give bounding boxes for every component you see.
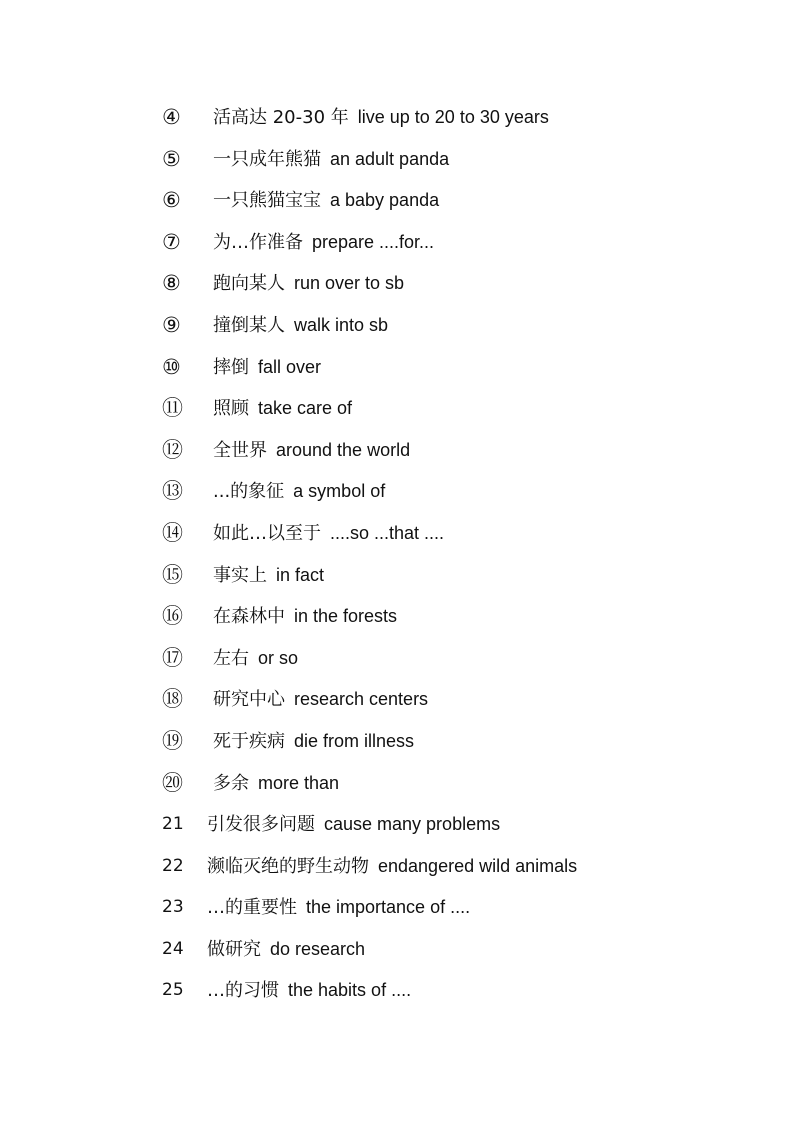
phrase-english: ....so ...that .... [330,522,445,543]
phrase-number: ⑲ [162,728,183,753]
phrase-list [0,97,794,1012]
phrase-text [213,388,352,430]
phrase-number: ⑳ [162,770,183,795]
phrase-text [207,804,500,846]
phrase-text [213,721,414,763]
phrase-english: the importance of .... [306,897,471,918]
phrase-chinese: 在森林中 [213,606,285,628]
phrase-english: a baby panda [330,190,440,211]
phrase-chinese: 一只成年熊猫 [213,148,321,170]
phrase-item [0,263,794,305]
phrase-number: 23 [162,897,184,918]
phrase-number: 24 [162,938,184,959]
phrase-item [0,139,794,181]
phrase-english: die from illness [294,730,415,751]
phrase-text [213,513,444,555]
phrase-item [0,222,794,264]
phrase-chinese: 多余 [213,772,249,794]
phrase-chinese: …的重要性 [207,897,297,919]
phrase-number: ⑦ [162,229,181,254]
phrase-chinese: 死于疾病 [213,730,285,752]
phrase-english: run over to sb [294,273,405,294]
phrase-chinese: 为…作准备 [213,231,303,253]
phrase-item [0,929,794,971]
phrase-english: fall over [258,356,322,377]
phrase-chinese: 如此…以至于 [213,522,321,544]
phrase-number: ⑯ [162,604,183,629]
phrase-number: 21 [162,814,184,835]
phrase-number: ⑨ [162,312,181,337]
phrase-text [213,471,385,513]
phrase-chinese: 全世界 [213,439,267,461]
phrase-number: ⑫ [162,437,183,462]
phrase-chinese: 撞倒某人 [213,314,285,336]
phrase-text [213,305,388,347]
phrase-item [0,388,794,430]
phrase-text [213,430,410,472]
phrase-english: a symbol of [293,481,386,502]
phrase-english: endangered wild animals [378,855,578,876]
phrase-english: or so [258,647,299,668]
phrase-english: do research [270,938,366,959]
phrase-chinese: 濒临灭绝的野生动物 [207,855,369,877]
phrase-text [213,763,339,805]
phrase-english: in the forests [294,606,398,627]
phrase-text [207,846,577,888]
phrase-number: ⑪ [162,396,183,421]
phrase-text [213,679,428,721]
phrase-item [0,721,794,763]
phrase-item [0,596,794,638]
phrase-text [207,929,365,971]
phrase-number: ④ [162,105,181,129]
phrase-chinese: 一只熊猫宝宝 [213,190,321,212]
phrase-text [213,263,404,305]
phrase-item [0,763,794,805]
phrase-number: 25 [162,980,184,1001]
phrase-english: around the world [276,439,411,460]
phrase-number: ⑱ [162,687,183,712]
phrase-item [0,180,794,222]
phrase-english: cause many problems [324,814,501,835]
phrase-chinese: 做研究 [207,938,261,960]
phrase-item [0,638,794,680]
phrase-item [0,347,794,389]
phrase-number: ⑩ [162,354,181,379]
phrase-english: walk into sb [294,314,389,335]
phrase-chinese: ...的象征 [213,481,285,503]
phrase-chinese: 引发很多问题 [207,814,315,836]
phrase-chinese: …的习惯 [207,980,279,1002]
phrase-item [0,305,794,347]
phrase-text [213,596,397,638]
phrase-chinese: 摔倒 [213,356,249,378]
phrase-chinese: 照顾 [213,398,249,420]
phrase-item [0,846,794,888]
phrase-text [213,180,439,222]
phrase-english: in fact [276,564,325,585]
phrase-item [0,97,794,139]
phrase-english: prepare ....for... [312,231,435,252]
phrase-text [213,139,449,181]
phrase-text [213,347,321,389]
phrase-item [0,555,794,597]
phrase-number: 22 [162,855,184,876]
phrase-number: ⑥ [162,188,181,213]
phrase-text [213,97,549,139]
phrase-text [213,222,434,264]
phrase-number: ⑬ [162,479,183,504]
phrase-text [213,555,324,597]
phrase-english: live up to 20 to 30 years [357,107,549,127]
phrase-text [213,638,298,680]
phrase-item [0,679,794,721]
phrase-text [207,970,411,1012]
phrase-item [0,804,794,846]
phrase-english: an adult panda [330,148,450,169]
phrase-item [0,513,794,555]
phrase-number: ⑧ [162,271,181,296]
phrase-text [207,887,470,929]
phrase-chinese: 跑向某人 [213,273,285,295]
phrase-english: take care of [258,398,353,419]
phrase-english: research centers [294,689,429,710]
phrase-chinese: 左右 [213,647,249,669]
phrase-number: ⑭ [162,520,183,545]
phrase-english: more than [258,772,340,793]
phrase-chinese: 研究中心 [213,689,285,711]
phrase-number: ⑤ [162,146,181,171]
phrase-item [0,430,794,472]
phrase-number: ⑰ [162,645,183,670]
phrase-chinese: 活高达 20-30 年 [213,107,349,128]
phrase-item [0,970,794,1012]
phrase-english: the habits of .... [288,980,412,1001]
phrase-number: ⑮ [162,562,183,587]
phrase-item [0,887,794,929]
phrase-item [0,471,794,513]
phrase-chinese: 事实上 [213,564,267,586]
